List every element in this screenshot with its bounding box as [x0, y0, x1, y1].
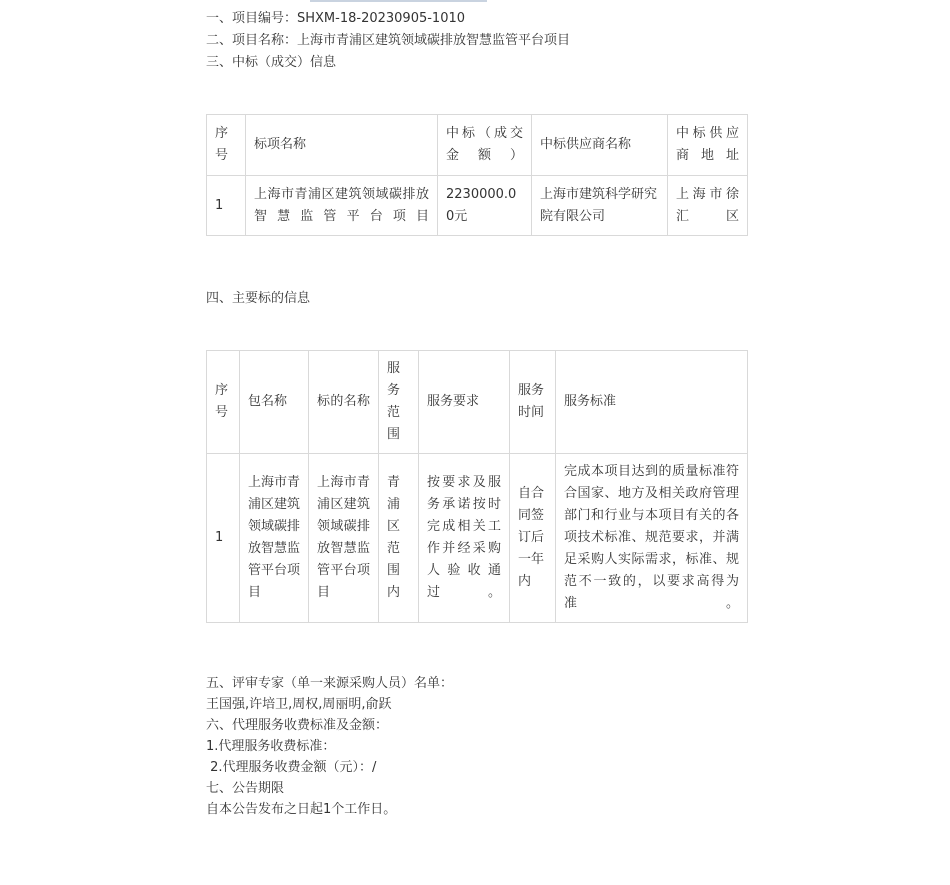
agency-fee-amount: 2.代理服务收费金额（元）：/ — [206, 760, 377, 775]
experts-names: 王国强,许培卫,周权,周丽明,俞跃 — [206, 697, 392, 712]
notice-period-heading: 七、公告期限 — [206, 781, 285, 796]
header-standard: 服务标准 — [556, 351, 748, 454]
cell-package-name: 上海市青浦区建筑领域碳排放智慧监管平台项目 — [240, 454, 309, 623]
experts-heading: 五、评审专家（单一来源采购人员）名单： — [206, 676, 454, 691]
cell-scope: 青浦区范围内 — [379, 454, 419, 623]
project-name: 二、项目名称：上海市青浦区建筑领域碳排放智慧监管平台项目 — [206, 33, 571, 48]
table-row — [207, 454, 748, 623]
agency-fee-heading: 六、代理服务收费标准及金额： — [206, 718, 389, 733]
service-table — [206, 350, 748, 623]
service-table-header — [207, 351, 748, 454]
header-amount: 中标（成交金额） — [438, 115, 532, 176]
cell-supplier: 上海市建筑科学研究院有限公司 — [532, 176, 668, 236]
notice-period-text: 自本公告发布之日起1个工作日。 — [206, 802, 397, 817]
header-lot-name: 标项名称 — [246, 115, 438, 176]
header-package-name: 包名称 — [240, 351, 309, 454]
header-scope: 服务范围 — [379, 351, 419, 454]
top-divider — [310, 0, 487, 2]
cell-seq: 1 — [207, 176, 246, 236]
award-table-header — [207, 115, 748, 176]
project-number: 一、项目编号：SHXM-18-20230905-1010 — [206, 11, 466, 26]
cell-address: 上海市徐汇区 — [668, 176, 748, 236]
agency-fee-standard: 1.代理服务收费标准： — [206, 739, 336, 754]
cell-amount: 2230000.00元 — [438, 176, 532, 236]
header-requirement: 服务要求 — [419, 351, 510, 454]
header-subject-name: 标的名称 — [309, 351, 379, 454]
header-address: 中标供应商地址 — [668, 115, 748, 176]
header-supplier: 中标供应商名称 — [532, 115, 668, 176]
header-time: 服务时间 — [510, 351, 556, 454]
cell-seq: 1 — [207, 454, 240, 623]
main-subject-heading: 四、主要标的信息 — [206, 291, 311, 306]
cell-requirement: 按要求及服务承诺按时完成相关工作并经采购人验收通过。 — [419, 454, 510, 623]
announcement-content — [206, 8, 747, 820]
cell-time: 自合同签订后一年内 — [510, 454, 556, 623]
cell-standard: 完成本项目达到的质量标准符合国家、地方及相关政府管理部门和行业与本项目有关的各项技术标准、规范要求，并满足采购人实际需求，标准、规范不一致的，以要求高得为准。 — [556, 454, 748, 623]
cell-subject-name: 上海市青浦区建筑领域碳排放智慧监管平台项目 — [309, 454, 379, 623]
award-info-heading: 三、中标（成交）信息 — [206, 55, 337, 70]
table-row — [207, 176, 748, 236]
award-table — [206, 114, 748, 236]
header-seq: 序号 — [207, 115, 246, 176]
header-seq: 序号 — [207, 351, 240, 454]
cell-lot-name: 上海市青浦区建筑领域碳排放智慧监管平台项目 — [246, 176, 438, 236]
